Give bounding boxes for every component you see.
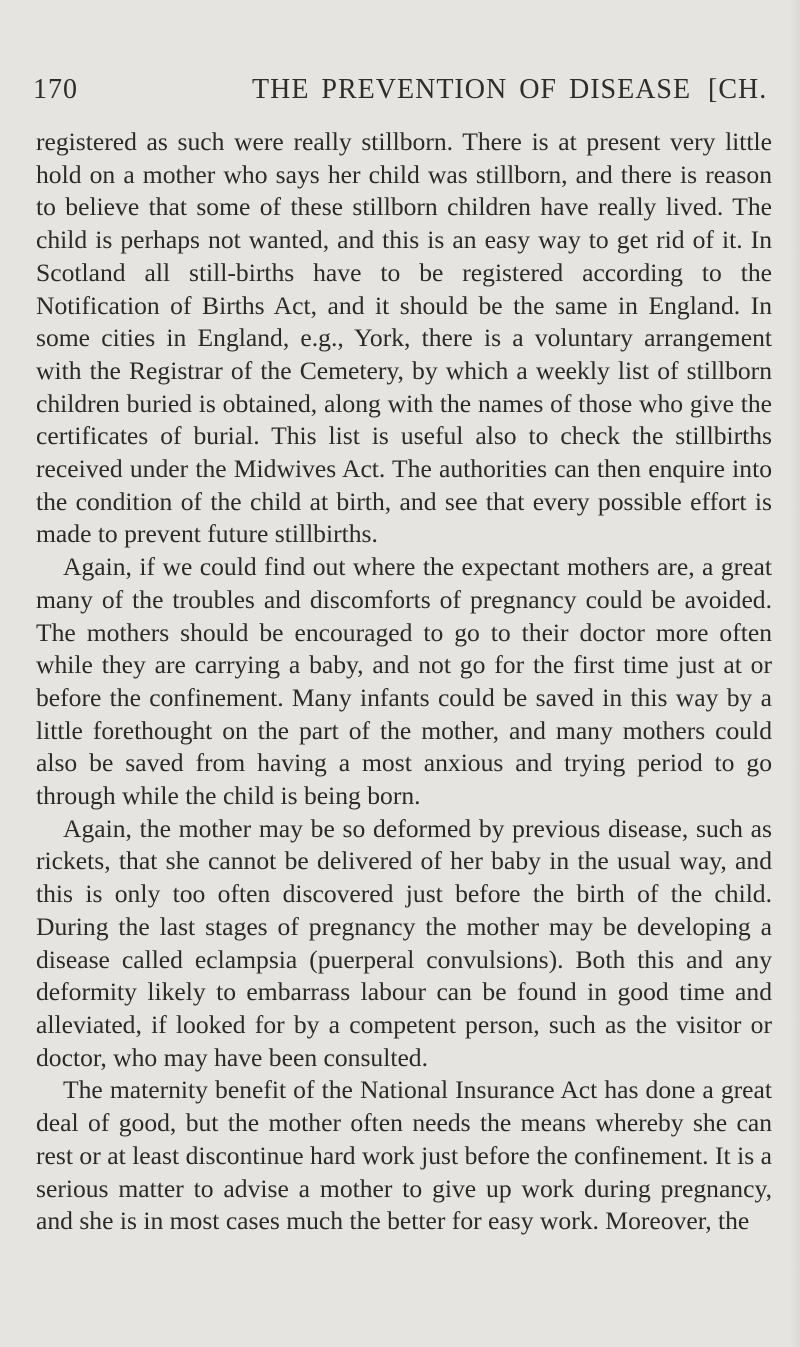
body-text — [36, 126, 772, 1238]
chapter-mark: [CH. — [708, 74, 768, 105]
page-number: 170 — [33, 74, 78, 105]
page-header — [0, 74, 800, 114]
paragraph: The maternity benefit of the National Insurance Act has done a great deal of good, but the mother often needs the means whereby she can rest or at least discontinue hard work just before the confinement. It is a serious matter to advise a mother to give up work during pregnancy, and she is in most cases much the better for easy work. Moreover, the — [36, 1075, 772, 1236]
paragraph: registered as such were really stillborn. There is at present very little hold on a mother who says her child was stillborn, and there is reason to believe that some of these stillborn children have really lived. The child is perhaps not wanted, and this is an easy way to get rid of it. In Scotland all still-births have to be registered according to the Notification of Births Act, and it should be the same in England. In some cities in England, e.g., York, there is a voluntary arrangement with the Registrar of the Cemetery, by which a weekly list of stillborn children buried is obtained, along with the names of those who give the certificates of burial. This list is useful also to check the stillbirths received under the Midwives Act. The authorities can then enquire into the condition of the child at birth, and see that every possible effort is made to prevent future stillbirths. — [36, 127, 772, 549]
running-title: THE PREVENTION OF DISEASE — [252, 74, 692, 105]
page-edge-shadow — [790, 0, 800, 1347]
paragraph: Again, if we could find out where the expectant mothers are, a great many of the troubles and discomforts of pregnancy could be avoided. The mothers should be encouraged to go to their doctor more often while they are carrying a baby, and not go for the first time just at or before the confinement. Many infants could be saved in this way by a little forethought on the part of the mother, and many mothers could also be saved from having a most anxious and trying period to go through while the child is being born. — [36, 552, 772, 811]
paragraph: Again, the mother may be so deformed by previous disease, such as rickets, that she cannot be delivered of her baby in the usual way, and this is only too often discovered just before the birth of the child. During the last stages of pregnancy the mother may be developing a disease called eclampsia (puerperal convulsions). Both this and any deformity likely to embarrass labour can be found in good time and alleviated, if looked for by a competent person, such as the visitor or doctor, who may have been consulted. — [36, 813, 772, 1072]
